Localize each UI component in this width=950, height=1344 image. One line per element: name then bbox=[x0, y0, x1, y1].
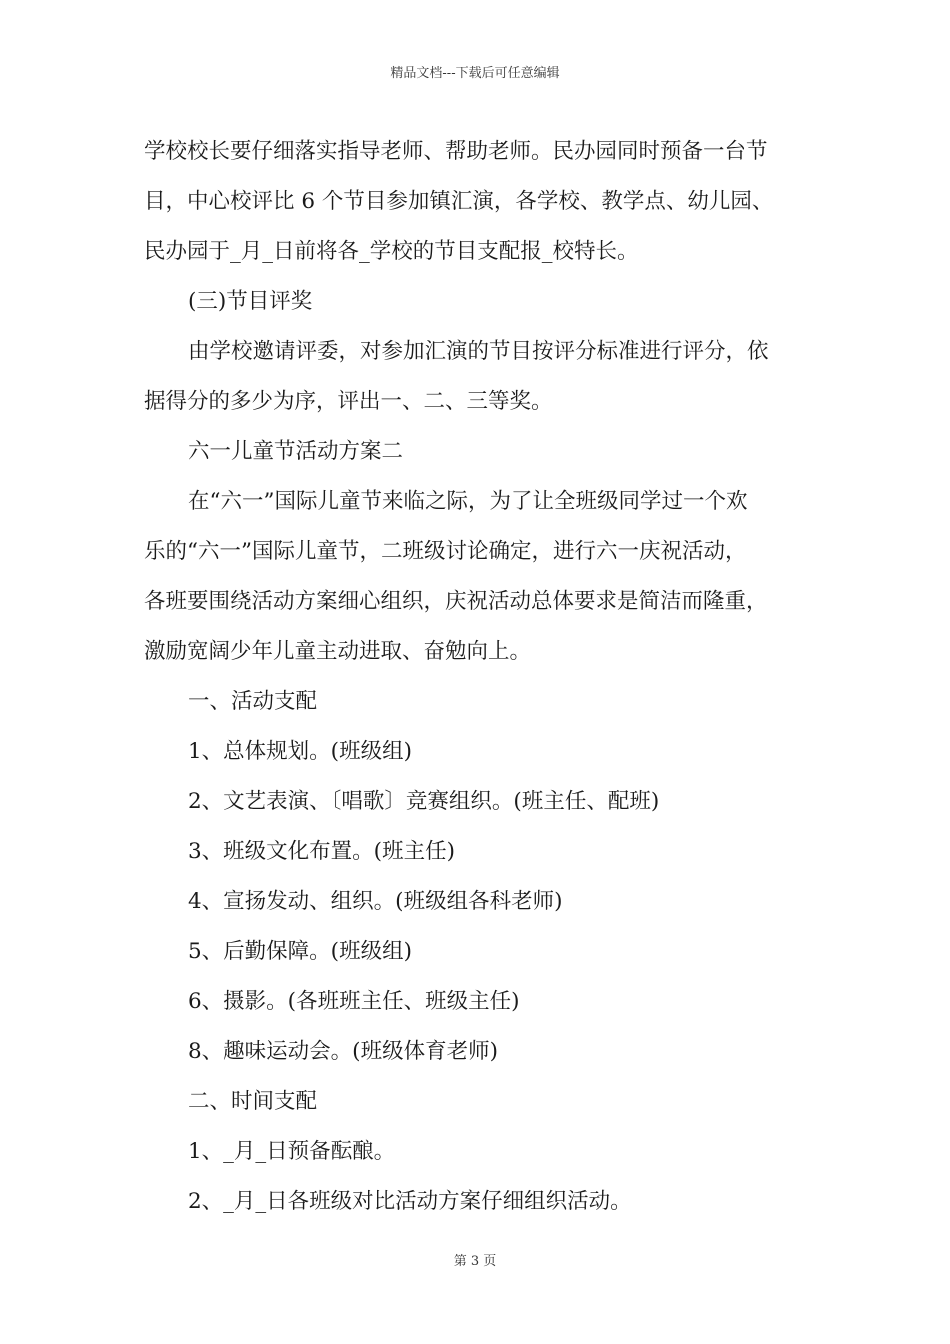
page-number: 第 3 页 bbox=[453, 1254, 497, 1269]
paragraph-line: 乐的“六一”国际儿童节，二班级讨论确定，进行六一庆祝活动， bbox=[144, 539, 747, 564]
list-item: 1、总体规划。(班级组) bbox=[188, 739, 412, 764]
paragraph-line: 在“六一”国际儿童节来临之际，为了让全班级同学过一个欢 bbox=[188, 489, 748, 514]
list-item: 2、文艺表演、〔唱歌〕竞赛组织。(班主任、配班) bbox=[188, 789, 660, 814]
document-body bbox=[144, 130, 809, 1230]
page-header: 精品文档---下载后可任意编辑 bbox=[390, 66, 560, 81]
section-heading: 六一儿童节活动方案二 bbox=[188, 439, 404, 464]
list-item: 2、_月_日各班级对比活动方案仔细组织活动。 bbox=[188, 1189, 632, 1214]
list-item: 4、宣扬发动、组织。(班级组各科老师) bbox=[188, 889, 563, 914]
paragraph-line: 激励宽阔少年儿童主动进取、奋勉向上。 bbox=[144, 639, 532, 664]
paragraph-line: 目，中心校评比 6 个节目参加镇汇演，各学校、教学点、幼儿园、 bbox=[144, 189, 774, 214]
paragraph-line: 各班要围绕活动方案细心组织，庆祝活动总体要求是简洁而隆重， bbox=[144, 589, 768, 614]
list-item: 1、_月_日预备酝酿。 bbox=[188, 1139, 396, 1164]
list-item: 8、趣味运动会。(班级体育老师) bbox=[188, 1039, 498, 1064]
list-item: 5、后勤保障。(班级组) bbox=[188, 939, 412, 964]
section-heading: (三)节目评奖 bbox=[188, 289, 313, 314]
list-item: 6、摄影。(各班班主任、班级主任) bbox=[188, 989, 520, 1014]
list-item: 3、班级文化布置。(班主任) bbox=[188, 839, 455, 864]
paragraph-line: 学校校长要仔细落实指导老师、帮助老师。民办园同时预备一台节 bbox=[144, 139, 768, 164]
section-heading: 一、活动支配 bbox=[188, 689, 318, 714]
paragraph-line: 据得分的多少为序，评出一、二、三等奖。 bbox=[144, 389, 553, 414]
section-heading: 二、时间支配 bbox=[188, 1089, 318, 1114]
paragraph-line: 由学校邀请评委，对参加汇演的节目按评分标准进行评分，依 bbox=[188, 339, 769, 364]
paragraph-line: 民办园于_月_日前将各_学校的节目支配报_校特长。 bbox=[144, 239, 639, 264]
